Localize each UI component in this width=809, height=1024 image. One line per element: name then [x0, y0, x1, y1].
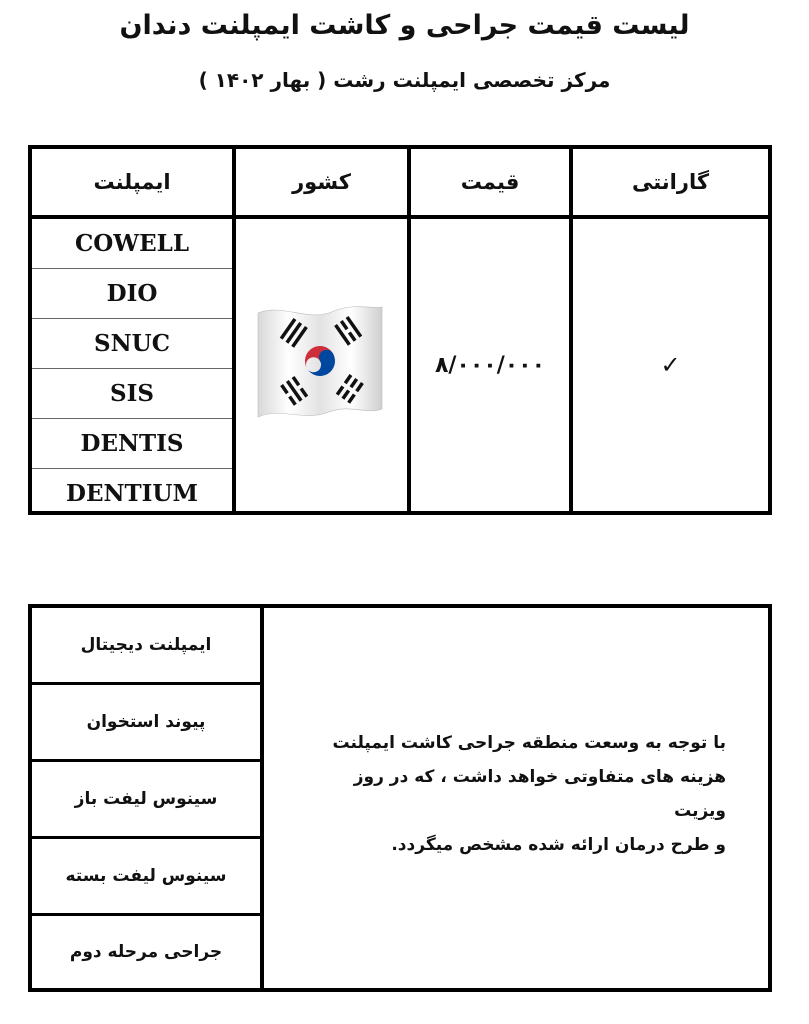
- price-value: ۸/۰۰۰/۰۰۰: [434, 352, 546, 378]
- header-implant: ایمپلنت: [93, 170, 171, 194]
- procedure-closed-sinus-lift: سینوس لیفت بسته: [32, 839, 260, 916]
- brand-cowell: COWELL: [32, 219, 232, 269]
- header-price: قیمت: [460, 170, 520, 194]
- south-korea-flag-icon: [254, 299, 386, 421]
- services-table: [28, 604, 772, 992]
- note-line: با توجه به وسعت منطقه جراحی کاشت ایمپلنت: [332, 733, 726, 753]
- procedure-open-sinus-lift: سینوس لیفت باز: [32, 762, 260, 839]
- brand-dio: DIO: [32, 269, 232, 319]
- procedure-bone-graft: پیوند استخوان: [32, 685, 260, 762]
- brand-sis: SIS: [32, 369, 232, 419]
- procedure-digital-implant: ایمپلنت دیجیتال: [32, 608, 260, 685]
- brand-dentium: DENTIUM: [66, 480, 198, 507]
- header-country: کشور: [292, 170, 351, 194]
- brand-dentis: DENTIS: [32, 419, 232, 469]
- brand-snuc: SNUC: [32, 319, 232, 369]
- brand-list: [32, 219, 232, 511]
- note-line: و طرح درمان ارائه شده مشخص میگردد.: [391, 835, 726, 855]
- page-subtitle: مرکز تخصصی ایمپلنت رشت ( بهار ۱۴۰۲ ): [198, 68, 611, 92]
- note-line: هزینه های متفاوتی خواهد داشت ، که در روز ویزیت: [353, 767, 726, 821]
- page-title: لیست قیمت جراحی و کاشت ایمپلنت دندان: [119, 10, 690, 41]
- price-table: [28, 145, 772, 515]
- procedure-second-stage-surgery: جراحی مرحله دوم: [69, 942, 223, 962]
- pricing-note: [264, 608, 768, 988]
- procedure-list: [32, 608, 264, 988]
- guarantee-check-icon: ✓: [660, 351, 681, 379]
- header-guarantee: گارانتی: [631, 170, 710, 194]
